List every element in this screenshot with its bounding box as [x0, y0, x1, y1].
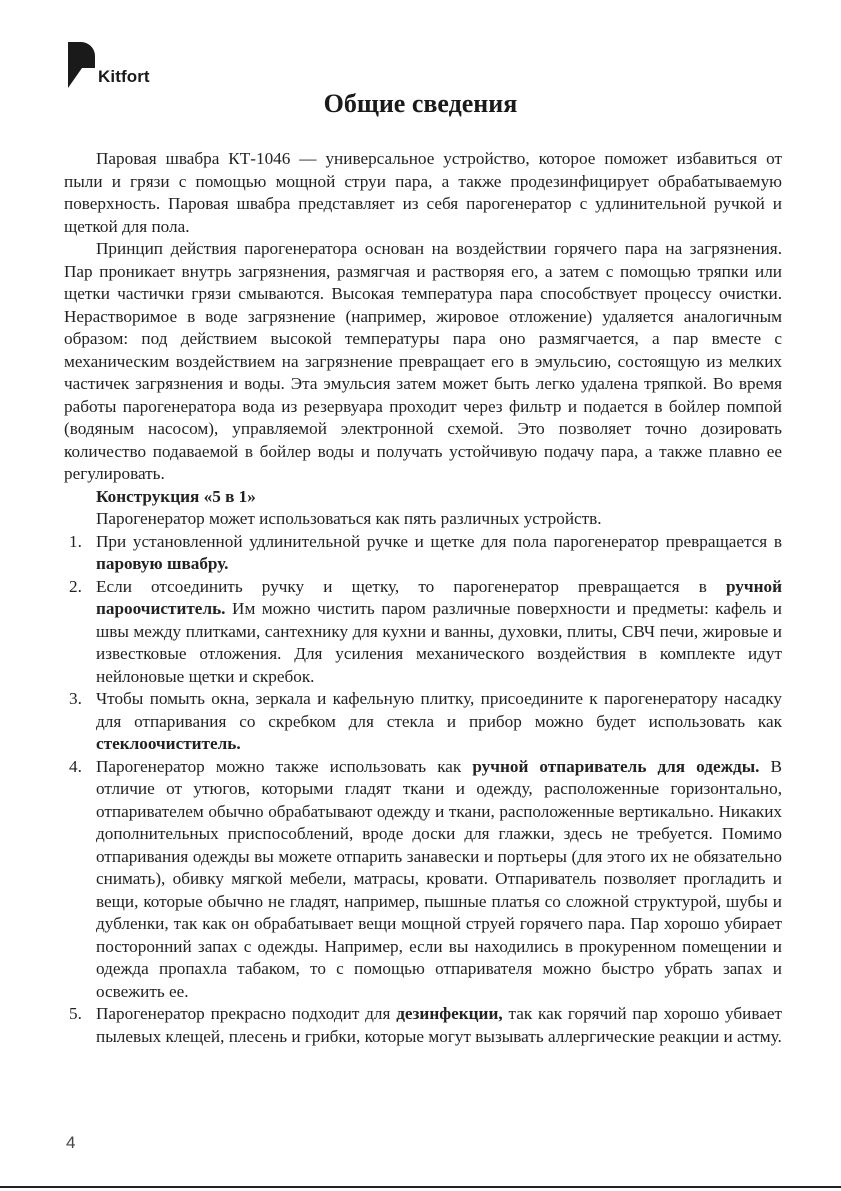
- list-item-number: 3.: [69, 689, 82, 708]
- list-item-bold: ручной пароочиститель.: [96, 576, 782, 618]
- bottom-divider: [0, 1186, 841, 1188]
- list-item: [64, 531, 782, 576]
- list-item-text: Если отсоединить ручку и щетку, то парогенератор превращается в: [96, 576, 726, 596]
- list-item-bold: ручной отпариватель для одежды.: [472, 756, 760, 776]
- intro-paragraph-1: Паровая швабра КТ-1046 — универсальное устройство, которое поможет избавиться от пыли и грязи с помощью мощной струи пара, а также продезинфицирует обрабатываемую поверхность. Паровая швабра представляет из себя парогенератор с удлинительной ручкой и щеткой для пола.: [64, 149, 782, 236]
- page-number: 4: [66, 1133, 76, 1152]
- feature-list: [64, 531, 782, 1049]
- list-item-number: 4.: [69, 756, 82, 776]
- list-item-bold: стеклоочиститель.: [96, 734, 241, 753]
- logo-text: Kitfort: [98, 67, 150, 86]
- list-item: [64, 756, 782, 1004]
- list-item-bold: паровую швабру.: [96, 554, 229, 573]
- list-item-text: Чтобы помыть окна, зеркала и кафельную плитку, присоедините к парогенератору насадку для отпаривания со скребком для стекла и прибор можно будет использовать как: [96, 689, 782, 731]
- list-item-number: 1.: [69, 531, 82, 551]
- body-text: [64, 148, 782, 1048]
- list-item-text: Парогенератор прекрасно подходит для: [96, 1004, 397, 1023]
- list-item-bold: дезинфекции,: [396, 1004, 503, 1023]
- list-item-text-after: Им можно чистить паром различные поверхности и предметы: кафель и швы между плитками, сантехнику для кухни и ванны, духовки, плиты, СВЧ печи, жировые и известковые отложения. Для усиления механического воздействия в комплекте идут нейлоновые щетки и скребок.: [96, 599, 782, 686]
- kitfort-logo: [68, 42, 150, 88]
- list-item-text-after: так как горячий пар хорошо убивает пылевых клещей, плесень и грибки, которые могут вызывать аллергические реакции и астму.: [96, 1004, 782, 1046]
- list-item-number: 5.: [69, 1004, 82, 1023]
- list-item: [64, 576, 782, 689]
- intro-paragraph-2: Принцип действия парогенератора основан на воздействии горячего пара на загрязнения. Пар проникает внутрь загрязнения, размягчая и растворяя его, а затем с помощью тряпки или щетки частички грязи смываются. Высокая температура пара способствует процессу очистки. Нерастворимое в воде загрязнение (например, жировое отложение) удаляется аналогичным образом: под действием высокой температуры пара оно размягчается, а пар вместе с механическим воздействием на загрязнение превращает его в эмульсию, состоящую из мелких частичек загрязнения и воды. Эта эмульсия затем может быть легко удалена тряпкой. Во время работы парогенератора вода из резервуара проходит через фильтр и подается в бойлер помпой (водяным насосом), управляемой электронной схемой. Это позволяет точно дозировать количество подаваемой в бойлер воды и получать устойчивую подачу пара, а также плавно ее регулировать.: [64, 239, 782, 483]
- kitfort-logo-icon: [68, 42, 95, 88]
- list-item-number: 2.: [69, 576, 82, 596]
- list-item: [64, 688, 782, 756]
- section-intro: Парогенератор может использоваться как пять различных устройств.: [96, 509, 602, 528]
- list-item-text: Парогенератор можно также использовать как: [96, 756, 473, 776]
- list-item: [64, 1003, 782, 1048]
- list-item-text-after: В отличие от утюгов, которыми гладят ткани и одежду, расположенные горизонтально, отпаривателем обычно обрабатывают одежду и ткани, расположенные вертикально. Никаких дополнительных приспособлений, вроде доски для глажки, здесь не требуется. Помимо отпаривания одежды вы можете отпарить занавески и портьеры (для этого их не обязательно снимать), обивку мягкой мебели, матрасы, кровати. Отпариватель позволяет прогладить и вещи, которые обычно не гладят, например, пышные платья со сложной структурой, шубы и дубленки, так как он обрабатывает вещи мощной струей горячего пара. Пар хорошо убирает посторонний запах с одежды. Например, если вы находились в прокуренном помещении и одежда пропахла табаком, то с помощью отпаривателя можно быстро убрать запах и освежить ее.: [96, 756, 782, 1001]
- page-title: Общие сведения: [323, 89, 518, 118]
- list-item-text: При установленной удлинительной ручке и щетке для пола парогенератор превращается в: [96, 531, 782, 551]
- section-heading: Конструкция «5 в 1»: [96, 486, 256, 506]
